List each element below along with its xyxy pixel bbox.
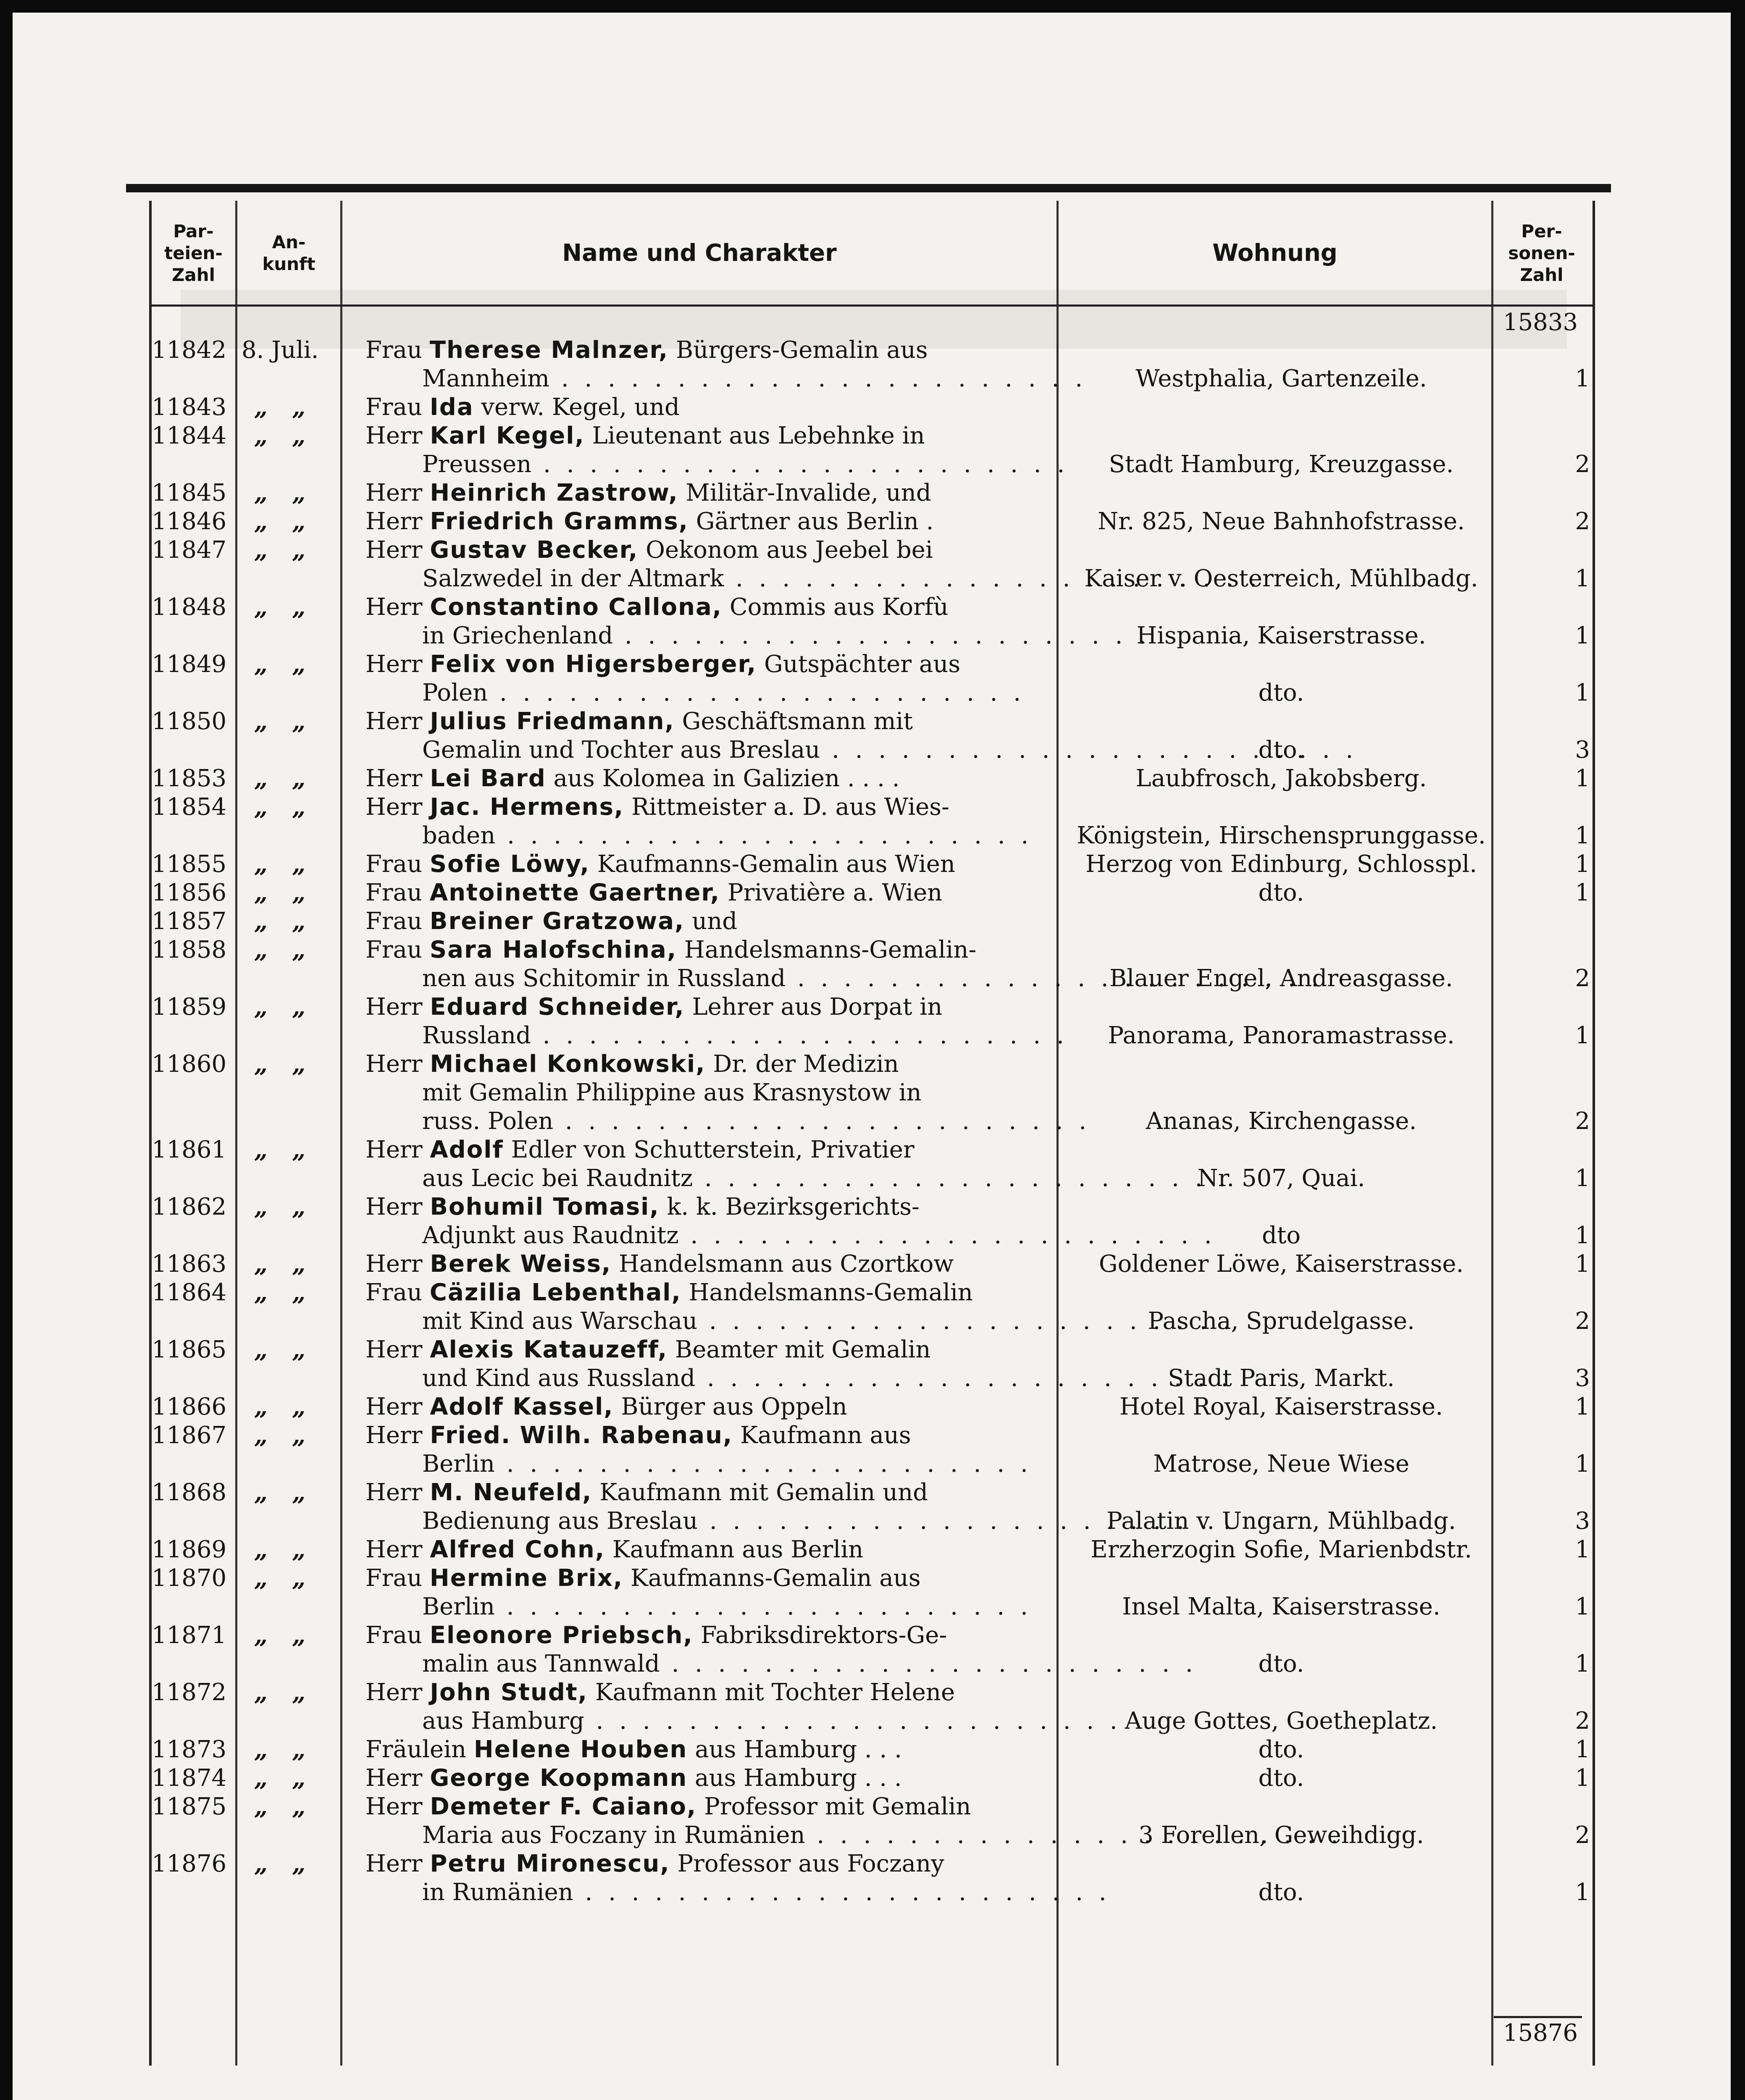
person-count: 1 <box>1575 1536 1590 1563</box>
guest-description: Gutspächter aus <box>757 651 961 678</box>
person-count: 1 <box>1575 822 1590 849</box>
guest-description: Rittmeister a. D. aus Wies- <box>624 793 949 821</box>
title-prefix: Frau <box>365 850 430 878</box>
party-number: 11843 <box>152 394 227 421</box>
guest-description: Gärtner aus Berlin . <box>688 508 934 535</box>
party-number: 11874 <box>152 1764 227 1792</box>
name-continuation: Berlin . . . <box>365 1593 1210 1621</box>
party-number: 11856 <box>152 879 227 906</box>
title-prefix: Herr <box>365 1250 430 1278</box>
guest-name: Karl Kegel, <box>430 422 585 449</box>
person-count: 1 <box>1575 365 1590 392</box>
register-row <box>149 850 1590 879</box>
person-count: 1 <box>1575 850 1590 878</box>
top-rule <box>126 184 1611 192</box>
guest-description: Bürger aus Oppeln <box>613 1393 847 1420</box>
header-ankunft: An- kunft <box>262 232 315 274</box>
title-prefix: Herr <box>365 793 430 821</box>
register-row <box>149 507 1590 536</box>
register-row <box>149 1250 1590 1278</box>
title-prefix: Herr <box>365 1479 430 1506</box>
guest-description: Dr. der Medizin <box>705 1050 899 1078</box>
guest-description: aus Kolomea in Galizien . . . . <box>546 765 900 792</box>
lodging-address: Königstein, Hirschensprunggasse. <box>1077 822 1486 849</box>
lodging-address: dto. <box>1258 1650 1304 1677</box>
register-row <box>149 1136 1590 1193</box>
guest-description: Handelsmanns-Gemalin <box>681 1279 973 1306</box>
arrival-date: „„ <box>254 1050 330 1078</box>
arrival-date: „„ <box>254 1622 330 1649</box>
title-prefix: Herr <box>365 1193 430 1221</box>
register-row <box>149 1193 1590 1250</box>
arrival-date: „„ <box>254 1736 330 1764</box>
guest-description: k. k. Bezirksgerichts- <box>659 1193 920 1221</box>
lodging-address: Blauer Engel, Andreasgasse. <box>1109 965 1453 992</box>
guest-name: Demeter F. Caiano, <box>430 1793 697 1820</box>
register-row <box>149 422 1590 479</box>
lodging-address: Matrose, Neue Wiese <box>1153 1450 1409 1478</box>
lodging-address: dto. <box>1258 1736 1304 1763</box>
guest-name: Adolf <box>430 1136 504 1163</box>
title-prefix: Fräulein <box>365 1736 474 1763</box>
party-number: 11872 <box>152 1679 227 1706</box>
guest-description: Oekonom aus Jeebel bei <box>638 536 933 564</box>
register-row <box>149 879 1590 907</box>
register-row <box>149 1621 1590 1678</box>
header-wohnung: Wohnung <box>1212 239 1338 267</box>
title-prefix: Frau <box>365 1622 430 1649</box>
lodging-address: Goldener Löwe, Kaiserstrasse. <box>1099 1250 1464 1278</box>
guest-description: aus Hamburg . . . <box>687 1736 902 1763</box>
person-count: 1 <box>1575 1879 1590 1906</box>
person-count: 2 <box>1575 1108 1590 1135</box>
lodging-address: Hispania, Kaiserstrasse. <box>1136 622 1426 649</box>
register-row <box>149 707 1590 764</box>
person-count: 2 <box>1575 1822 1590 1849</box>
lodging-address: Panorama, Panoramastrasse. <box>1108 1022 1455 1049</box>
arrival-date: „„ <box>254 908 330 935</box>
name-continuation: in Rumänien . . . <box>365 1878 1210 1907</box>
title-prefix: Herr <box>365 1136 430 1163</box>
party-number: 11853 <box>152 765 227 792</box>
title-prefix: Frau <box>365 1564 430 1592</box>
register-row <box>149 1478 1590 1536</box>
name-continuation: Preussen . . . <box>365 450 1210 479</box>
title-prefix: Herr <box>365 993 430 1021</box>
person-count: 2 <box>1575 965 1590 992</box>
title-prefix: Frau <box>365 394 430 421</box>
title-prefix: Herr <box>365 422 430 449</box>
lodging-address: dto <box>1261 1222 1301 1249</box>
register-row <box>149 393 1590 422</box>
party-number: 11846 <box>152 508 227 535</box>
lodging-address: Auge Gottes, Goetheplatz. <box>1125 1707 1438 1735</box>
guest-name: Fried. Wilh. Rabenau, <box>430 1422 733 1449</box>
arrival-date: „„ <box>254 536 330 564</box>
guest-description: Kaufmann mit Gemalin und <box>592 1479 928 1506</box>
party-number: 11848 <box>152 593 227 621</box>
guest-name: Cäzilia Lebenthal, <box>429 1279 681 1306</box>
title-prefix: Herr <box>365 593 430 621</box>
lodging-address: Kaiser v. Oesterreich, Mühlbadg. <box>1084 565 1478 592</box>
register-row <box>149 764 1590 793</box>
party-number: 11861 <box>152 1136 227 1163</box>
arrival-date: „„ <box>254 793 330 821</box>
name-continuation: malin aus Tannwald . . . <box>365 1650 1210 1678</box>
name-continuation: Adjunkt aus Raudnitz . . . <box>365 1221 1210 1250</box>
guest-name: Sofie Löwy, <box>429 850 590 878</box>
arrival-date: „„ <box>254 1279 330 1307</box>
guest-description: Kaufmanns-Gemalin aus Wien <box>590 850 955 878</box>
name-continuation: nen aus Schitomir in Russland . . . <box>365 964 1210 993</box>
register-row <box>149 1678 1590 1735</box>
party-number: 11855 <box>152 850 227 878</box>
title-prefix: Frau <box>365 1279 430 1306</box>
arrival-date: „„ <box>254 508 330 536</box>
title-prefix: Herr <box>365 1679 430 1706</box>
name-continuation: Russland . . . <box>365 1021 1210 1050</box>
lodging-address: dto. <box>1258 679 1304 706</box>
party-number: 11876 <box>152 1850 227 1877</box>
register-row <box>149 1735 1590 1764</box>
name-continuation: Bedienung aus Breslau . . . <box>365 1507 1210 1536</box>
person-count: 1 <box>1575 879 1590 906</box>
party-number: 11868 <box>152 1479 227 1506</box>
guest-description: Kaufmann aus <box>733 1422 911 1449</box>
guest-name: Ida <box>429 394 474 421</box>
register-row <box>149 479 1590 507</box>
name-continuation: Gemalin und Tochter aus Breslau . . . <box>365 736 1210 764</box>
arrival-date: „„ <box>254 1536 330 1564</box>
party-number: 11870 <box>152 1564 227 1592</box>
register-row <box>149 1536 1590 1564</box>
party-number: 11873 <box>152 1736 227 1763</box>
register-row <box>149 650 1590 707</box>
name-and-character <box>365 393 1210 422</box>
party-number: 11845 <box>152 479 227 507</box>
guest-name: Gustav Becker, <box>430 536 639 564</box>
lodging-address: Hotel Royal, Kaiserstrasse. <box>1120 1393 1443 1420</box>
name-and-character <box>365 907 1210 936</box>
lodging-address: Pascha, Sprudelgasse. <box>1148 1307 1415 1335</box>
guest-description: Militär-Invalide, und <box>678 479 931 507</box>
title-prefix: Herr <box>365 1764 430 1792</box>
arrival-date: „„ <box>254 1136 330 1164</box>
guest-name: Eleonore Priebsch, <box>429 1622 693 1649</box>
party-number: 11867 <box>152 1422 227 1449</box>
register-row <box>149 593 1590 650</box>
guest-name: Michael Konkowski, <box>430 1050 706 1078</box>
register-row <box>149 336 1590 393</box>
person-count: 2 <box>1575 1707 1590 1735</box>
guest-description: verw. Kegel, und <box>473 394 680 421</box>
person-count: 1 <box>1575 1764 1590 1792</box>
lodging-address: Erzherzogin Sofie, Marienbdstr. <box>1090 1536 1472 1563</box>
person-count: 1 <box>1575 1022 1590 1049</box>
guest-description: Geschäftsmann mit <box>674 708 913 735</box>
guest-name: Julius Friedmann, <box>430 708 675 735</box>
lodging-address: dto. <box>1258 1879 1304 1906</box>
guest-description: Kaufmann aus Berlin <box>604 1536 864 1563</box>
lodging-address: Nr. 825, Neue Bahnhofstrasse. <box>1098 508 1465 535</box>
person-count: 2 <box>1575 508 1590 535</box>
register-row <box>149 1764 1590 1793</box>
guest-description: Bürgers-Gemalin aus <box>668 336 928 364</box>
title-prefix: Herr <box>365 708 430 735</box>
title-prefix: Herr <box>365 479 430 507</box>
lodging-address: Stadt Hamburg, Kreuzgasse. <box>1109 451 1454 478</box>
title-prefix: Herr <box>365 1393 430 1420</box>
guest-description: Handelsmann aus Czortkow <box>611 1250 954 1278</box>
arrival-date: „„ <box>254 708 330 735</box>
arrival-date: „„ <box>254 1193 330 1221</box>
register-row <box>149 1393 1590 1421</box>
guest-name: Friedrich Gramms, <box>430 508 689 535</box>
guest-name: Felix von Higersberger, <box>430 651 757 678</box>
guest-name: Berek Weiss, <box>430 1250 612 1278</box>
guest-name: Helene Houben <box>473 1736 688 1763</box>
guest-description: Fabriksdirektors-Ge- <box>693 1622 947 1649</box>
guest-description: Handelsmanns-Gemalin- <box>677 936 977 963</box>
party-number: 11857 <box>152 908 227 935</box>
lodging-address: Nr. 507, Quai. <box>1197 1165 1365 1192</box>
title-prefix: Herr <box>365 1793 430 1820</box>
party-number: 11858 <box>152 936 227 963</box>
guest-name: Antoinette Gaertner, <box>429 879 720 906</box>
arrival-date: „„ <box>254 1850 330 1878</box>
title-prefix: Frau <box>365 336 430 364</box>
person-count: 1 <box>1575 1593 1590 1620</box>
lodging-address: Insel Malta, Kaiserstrasse. <box>1122 1593 1440 1620</box>
title-prefix: Herr <box>365 1422 430 1449</box>
guest-name: Sara Halofschina, <box>429 936 677 963</box>
arrival-date: „„ <box>254 1393 330 1421</box>
arrival-date: „„ <box>254 879 330 907</box>
lodging-address: dto. <box>1258 1764 1304 1792</box>
name-continuation: Berlin . . . <box>365 1450 1210 1478</box>
lodging-address: Ananas, Kirchengasse. <box>1146 1108 1417 1135</box>
person-count: 3 <box>1575 736 1590 764</box>
guest-name: Alexis Katauzeff, <box>430 1336 668 1363</box>
party-number: 11864 <box>152 1279 227 1306</box>
person-count: 1 <box>1575 679 1590 706</box>
guest-name: Bohumil Tomasi, <box>430 1193 660 1221</box>
arrival-date: „„ <box>254 993 330 1021</box>
name-continuation: Mannheim . . . <box>365 365 1210 393</box>
guest-name: Jac. Hermens, <box>430 793 624 821</box>
guest-description: Professor aus Foczany <box>670 1850 944 1877</box>
name-continuation: russ. Polen . . . <box>365 1107 1210 1136</box>
register-row <box>149 1050 1590 1136</box>
register-row <box>149 1850 1590 1907</box>
title-prefix: Herr <box>365 1850 430 1877</box>
title-prefix: Frau <box>365 936 430 963</box>
person-count: 1 <box>1575 1736 1590 1763</box>
arrival-date: „„ <box>254 1422 330 1449</box>
guest-description: Kaufmann mit Tochter Helene <box>587 1679 955 1706</box>
name-continuation: Polen . . . <box>365 679 1210 707</box>
party-number: 11850 <box>152 708 227 735</box>
lodging-address: 3 Forellen, Geweihdigg. <box>1138 1822 1424 1849</box>
lodging-address: Laubfrosch, Jakobsberg. <box>1135 765 1427 792</box>
guest-name: Alfred Cohn, <box>430 1536 605 1563</box>
title-prefix: Herr <box>365 508 430 535</box>
register-row <box>149 1564 1590 1621</box>
person-count: 1 <box>1575 1393 1590 1420</box>
lodging-address: Palatin v. Ungarn, Mühlbadg. <box>1106 1507 1456 1535</box>
party-number: 11860 <box>152 1050 227 1078</box>
name-continuation: aus Lecic bei Raudnitz . . . <box>365 1164 1210 1193</box>
register-row <box>149 907 1590 936</box>
title-prefix: Herr <box>365 536 430 564</box>
arrival-date: „„ <box>254 593 330 621</box>
person-count: 3 <box>1575 1507 1590 1535</box>
person-count: 2 <box>1575 451 1590 478</box>
guest-description: aus Hamburg . . . <box>687 1764 902 1792</box>
register-row <box>149 1336 1590 1393</box>
name-continuation: baden . . . <box>365 822 1210 850</box>
register-row <box>149 936 1590 993</box>
name-continuation: mit Gemalin Philippine aus Krasnystow in <box>422 1079 922 1106</box>
arrival-date: „„ <box>254 1479 330 1507</box>
header-personen: Per- sonen- Zahl <box>1508 221 1575 285</box>
arrival-date: „„ <box>254 1564 330 1592</box>
party-number: 11869 <box>152 1536 227 1563</box>
person-count: 1 <box>1575 1222 1590 1249</box>
guest-name: George Koopmann <box>430 1764 688 1792</box>
person-count: 1 <box>1575 565 1590 592</box>
lodging-address: Stadt Paris, Markt. <box>1168 1365 1395 1392</box>
lodging-address: dto. <box>1258 879 1304 906</box>
title-prefix: Herr <box>365 1336 430 1363</box>
guest-name: Breiner Gratzowa, <box>429 908 685 935</box>
name-continuation: Maria aus Foczany in Rumänien . . . <box>365 1821 1210 1850</box>
guest-description: Lehrer aus Dorpat in <box>684 993 943 1021</box>
title-prefix: Herr <box>365 1050 430 1078</box>
arrival-date: „„ <box>254 394 330 421</box>
lodging-address: dto. <box>1258 736 1304 764</box>
arrival-date: „„ <box>254 850 330 878</box>
guest-name: M. Neufeld, <box>430 1479 592 1506</box>
guest-description: Lieutenant aus Lebehnke in <box>584 422 925 449</box>
register-row <box>149 1421 1590 1478</box>
person-count: 2 <box>1575 1307 1590 1335</box>
name-continuation: mit Kind aus Warschau . . . <box>365 1307 1210 1336</box>
arrival-date: „„ <box>254 1679 330 1706</box>
title-prefix: Herr <box>365 1536 430 1563</box>
lodging-address: Herzog von Edinburg, Schlosspl. <box>1085 850 1477 878</box>
guest-description: Beamter mit Gemalin <box>668 1336 931 1363</box>
register-row <box>149 1278 1590 1336</box>
party-number: 11875 <box>152 1793 227 1820</box>
party-number: 11842 <box>152 336 227 364</box>
guest-name: Adolf Kassel, <box>430 1393 614 1420</box>
person-count: 1 <box>1575 1165 1590 1192</box>
party-number: 11862 <box>152 1193 227 1221</box>
party-number: 11849 <box>152 651 227 678</box>
header-name: Name und Charakter <box>562 239 837 267</box>
arrival-date: „„ <box>254 765 330 793</box>
arrival-date: „„ <box>254 422 330 450</box>
guest-name: Petru Mironescu, <box>430 1850 670 1877</box>
arrival-date: „„ <box>254 1336 330 1364</box>
arrival-date: „„ <box>254 1250 330 1278</box>
title-prefix: Herr <box>365 765 430 792</box>
total-count: 15876 <box>1503 2019 1578 2047</box>
person-count: 1 <box>1575 1450 1590 1478</box>
guest-name: Heinrich Zastrow, <box>430 479 678 507</box>
register-row <box>149 993 1590 1050</box>
register-row <box>149 536 1590 593</box>
person-count: 1 <box>1575 765 1590 792</box>
person-count: 1 <box>1575 622 1590 649</box>
name-and-character <box>365 479 1210 507</box>
person-count: 1 <box>1575 1250 1590 1278</box>
guest-name: Lei Bard <box>430 765 546 792</box>
guest-description: Professor mit Gemalin <box>696 1793 971 1820</box>
person-count: 1 <box>1575 1650 1590 1677</box>
party-number: 11871 <box>152 1622 227 1649</box>
party-number: 11847 <box>152 536 227 564</box>
arrival-date: 8. Juli. <box>242 336 319 364</box>
title-prefix: Herr <box>365 651 430 678</box>
guest-name: Therese Malnzer, <box>429 336 669 364</box>
arrival-date: „„ <box>254 651 330 678</box>
guest-description: Privatière a. Wien <box>720 879 943 906</box>
party-number: 11865 <box>152 1336 227 1363</box>
name-continuation: aus Hamburg . . . <box>365 1707 1210 1735</box>
party-number: 11863 <box>152 1250 227 1278</box>
arrival-date: „„ <box>254 936 330 964</box>
guest-name: John Studt, <box>430 1679 588 1706</box>
name-continuation: und Kind aus Russland . . . <box>365 1364 1210 1393</box>
register-row <box>149 793 1590 850</box>
party-number: 11844 <box>152 422 227 449</box>
title-prefix: Frau <box>365 908 430 935</box>
party-number: 11866 <box>152 1393 227 1420</box>
guest-description: Edler von Schutterstein, Privatier <box>503 1136 915 1163</box>
name-continuation: Salzwedel in der Altmark . . . <box>365 564 1210 593</box>
name-continuation: in Griechenland . . . <box>365 622 1210 650</box>
guest-name: Constantino Callona, <box>430 593 723 621</box>
header-partei: Par- teien- Zahl <box>164 221 223 285</box>
carry-over-count: 15833 <box>1503 309 1578 336</box>
guest-description: Kaufmanns-Gemalin aus <box>623 1564 921 1592</box>
person-count: 3 <box>1575 1365 1590 1392</box>
guest-description: und <box>684 908 738 935</box>
register-row <box>149 1793 1590 1850</box>
arrival-date: „„ <box>254 479 330 507</box>
guest-description: Commis aus Korfù <box>722 593 949 621</box>
title-prefix: Frau <box>365 879 430 906</box>
arrival-date: „„ <box>254 1764 330 1792</box>
party-number: 11859 <box>152 993 227 1021</box>
party-number: 11854 <box>152 793 227 821</box>
lodging-address: Westphalia, Gartenzeile. <box>1135 365 1427 392</box>
guest-name: Hermine Brix, <box>429 1564 623 1592</box>
guest-name: Eduard Schneider, <box>430 993 685 1021</box>
arrival-date: „„ <box>254 1793 330 1821</box>
